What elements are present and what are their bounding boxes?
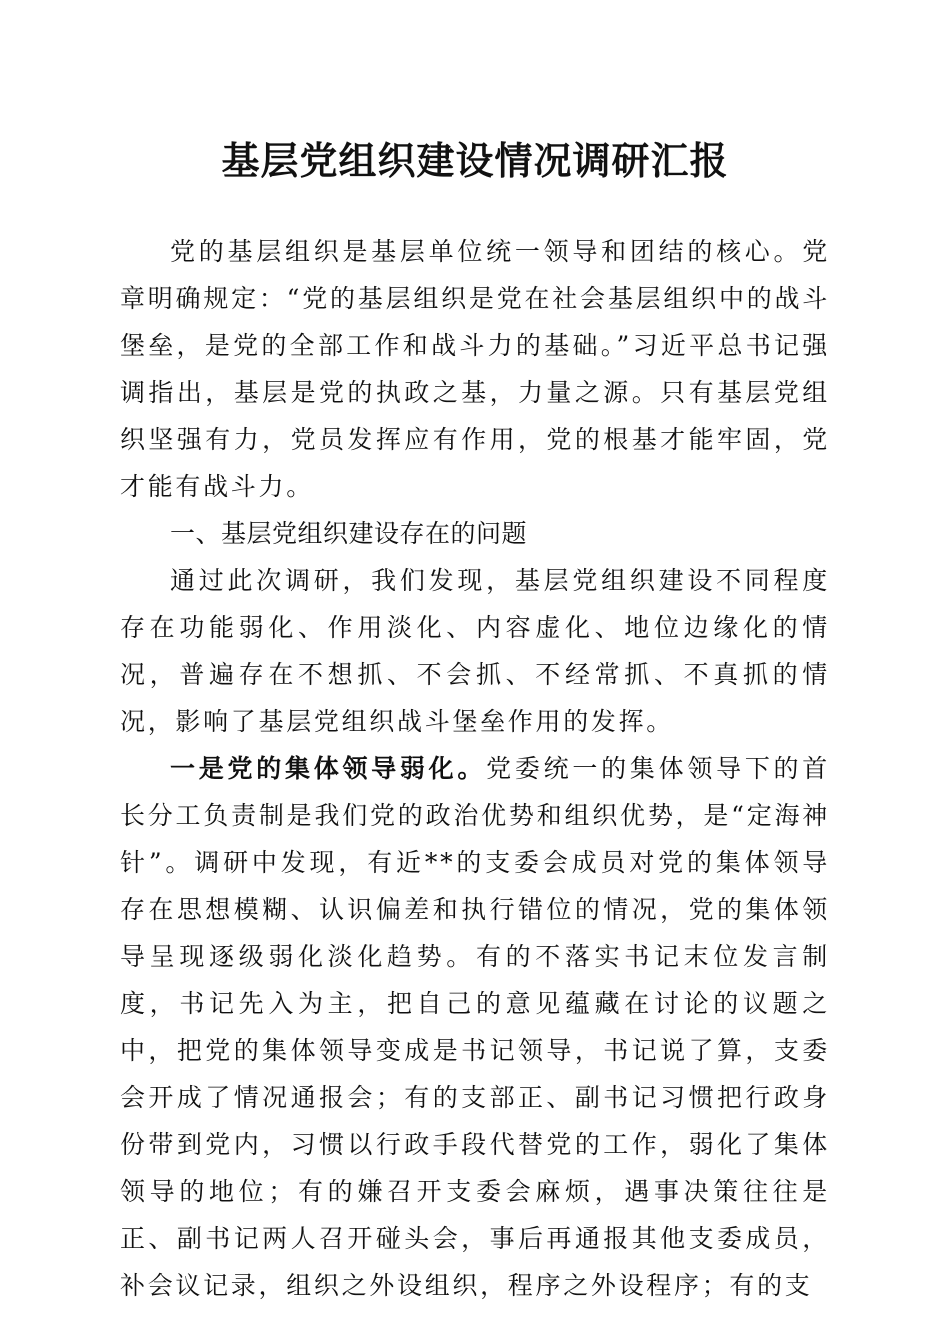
- document-body: [120, 228, 830, 1309]
- intro-paragraph: 党的基层组织是基层单位统一领导和团结的核心。党章明确规定：“党的基层组织是党在社会基层组织中的战斗堡垒，是党的全部工作和战斗力的基础。”习近平总书记强调指出，基层是党的执政之基，力量之源。只有基层党组织坚强有力，党员发挥应有作用，党的根基才能牢固，党才能有战斗力。: [120, 237, 830, 501]
- section-heading: 一、基层党组织建设存在的问题: [170, 519, 528, 548]
- point-body: 党委统一的集体领导下的首长分工负责制是我们党的政治优势和组织优势，是“定海神针”。调研中发现，有近**的支委会成员对党的集体领导存在思想模糊、认识偏差和执行错位的情况，党的集体领导呈现逐级弱化淡化趋势。有的不落实书记末位发言制度，书记先入为主，把自己的意见蕴藏在讨论的议题之中，把党的集体领导变成是书记领导，书记说了算，支委会开成了情况通报会；有的支部正、副书记习惯把行政身份带到党内，习惯以行政手段代替党的工作，弱化了集体领导的地位；有的嫌召开支委会麻烦，遇事决策往往是正、副书记两人召开碰头会，事后再通报其他支委成员，补会议记录，组织之外设组织，程序之外设程序；有的支: [120, 754, 831, 1300]
- section-paragraph: 通过此次调研，我们发现，基层党组织建设不同程度存在功能弱化、作用淡化、内容虚化、地位边缘化的情况，普遍存在不想抓、不会抓、不经常抓、不真抓的情况，影响了基层党组织战斗堡垒作用的发挥。: [120, 566, 830, 736]
- document-title: 基层党组织建设情况调研汇报: [221, 138, 729, 183]
- point-paragraph: [120, 745, 830, 1309]
- point-lead: 一是党的集体领导弱化。: [170, 754, 487, 783]
